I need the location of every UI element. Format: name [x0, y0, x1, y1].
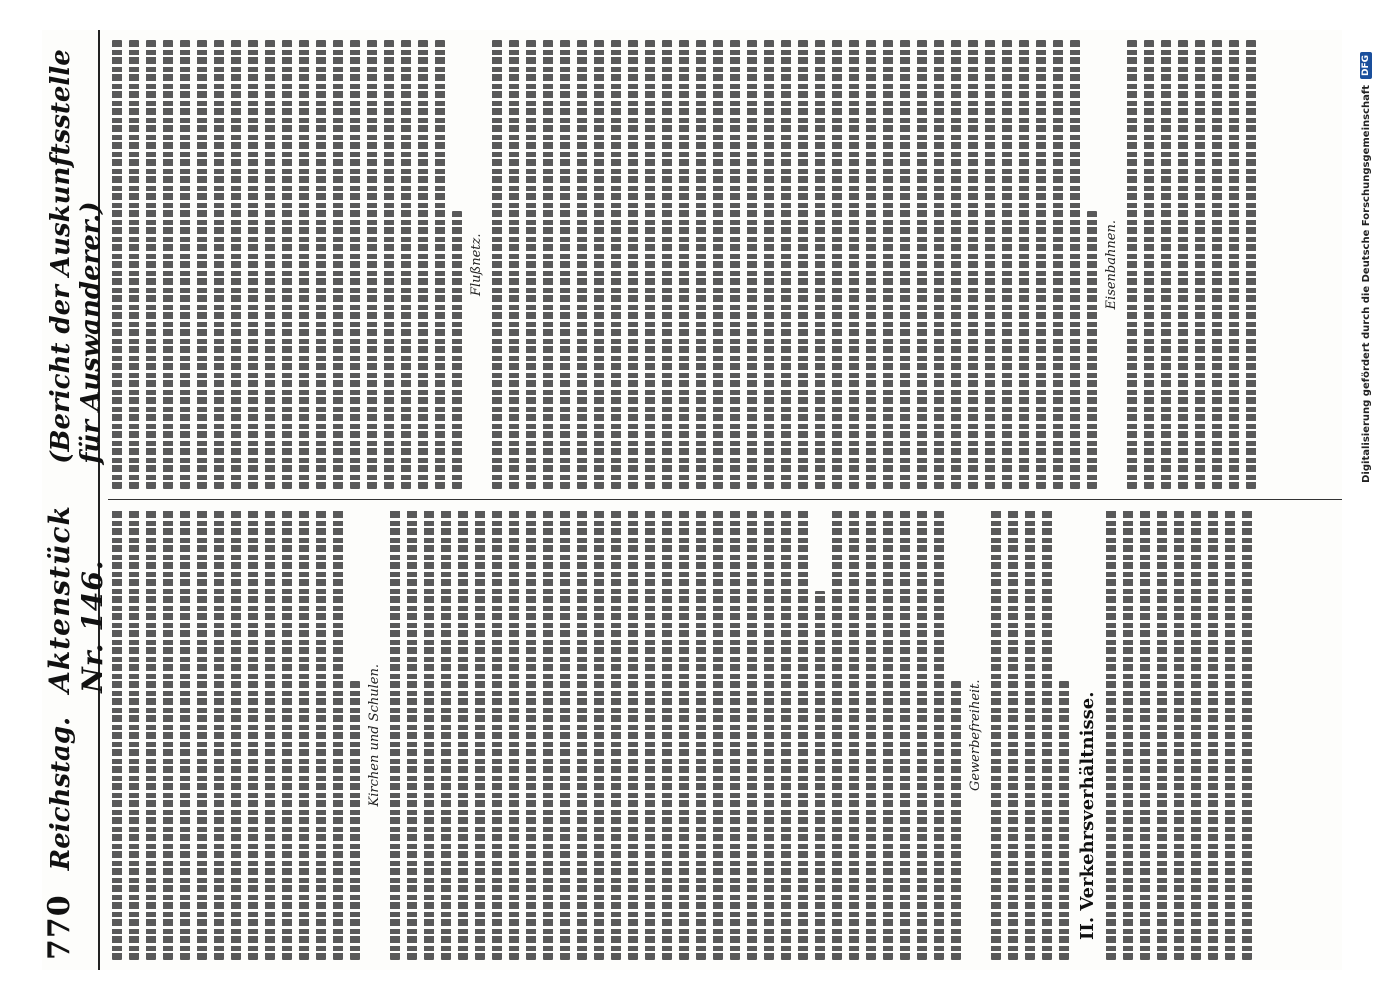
text-line: [180, 40, 190, 490]
text-line: [747, 511, 757, 961]
text-line: [282, 511, 292, 961]
text-line: [543, 40, 553, 490]
text-line: [815, 591, 825, 960]
text-line: [1174, 511, 1184, 961]
text-columns: [108, 30, 1342, 970]
text-line: [333, 40, 343, 490]
text-line: [197, 511, 207, 961]
text-line: [1127, 40, 1137, 490]
dfg-logo-badge: DFG: [1360, 52, 1372, 79]
text-line: [645, 511, 655, 961]
text-line: [1246, 40, 1256, 490]
text-line: [282, 40, 292, 490]
text-line: [231, 40, 241, 490]
text-line: [265, 40, 275, 490]
text-line: [401, 40, 411, 490]
text-line: [713, 40, 723, 490]
text-line: [299, 511, 309, 961]
text-line: [197, 40, 207, 490]
text-line: [730, 40, 740, 490]
text-line: [951, 681, 961, 960]
text-line: [832, 40, 842, 490]
text-line: [441, 511, 451, 961]
text-line: [628, 511, 638, 961]
text-line: [713, 511, 723, 961]
text-line: [1059, 681, 1069, 960]
text-line: [1025, 511, 1035, 961]
text-line: [1123, 511, 1133, 961]
text-line: [526, 40, 536, 490]
text-line: [832, 511, 842, 961]
text-line: [1178, 40, 1188, 490]
text-line: [866, 40, 876, 490]
text-line: [866, 511, 876, 961]
text-line: [730, 511, 740, 961]
text-line: [900, 511, 910, 961]
text-line: [146, 40, 156, 490]
text-line: [781, 511, 791, 961]
text-line: [1002, 40, 1012, 490]
text-line: [679, 40, 689, 490]
text-line: [509, 40, 519, 490]
section-subheading: Flußnetz.: [469, 233, 484, 297]
text-line: [526, 511, 536, 961]
text-line: [1242, 511, 1252, 961]
text-line: [509, 511, 519, 961]
page-header: [42, 30, 109, 970]
text-line: [384, 40, 394, 490]
text-line: [299, 40, 309, 490]
text-line: [991, 511, 1001, 961]
text-line: [214, 511, 224, 961]
section-subheading: Gewerbefreiheit.: [968, 679, 983, 792]
text-line: [951, 40, 961, 490]
text-line: [1140, 511, 1150, 961]
text-line: [248, 40, 258, 490]
document-sheet: [42, 30, 1342, 970]
text-line: [764, 511, 774, 961]
text-line: [1070, 40, 1080, 490]
text-line: [815, 40, 825, 490]
text-line: [1053, 40, 1063, 490]
text-column-left: [108, 501, 1342, 971]
digitization-margin-note: [1355, 52, 1377, 952]
text-line: [1229, 40, 1239, 490]
text-line: [543, 511, 553, 961]
text-line: [917, 511, 927, 961]
text-line: [316, 40, 326, 490]
text-line: [560, 511, 570, 961]
text-line: [849, 40, 859, 490]
text-line: [577, 40, 587, 490]
text-line: [1144, 40, 1154, 490]
text-line: [1225, 511, 1235, 961]
text-line: [112, 40, 122, 490]
text-line: [1036, 40, 1046, 490]
text-line: [747, 40, 757, 490]
text-line: [883, 511, 893, 961]
text-line: [492, 511, 502, 961]
text-line: [696, 511, 706, 961]
text-line: [1157, 511, 1167, 961]
text-line: [679, 511, 689, 961]
page-number: 770: [42, 894, 77, 960]
text-line: [1106, 511, 1116, 961]
text-line: [458, 511, 468, 961]
text-line: [452, 211, 462, 490]
text-line: [1042, 511, 1052, 961]
text-line: [968, 40, 978, 490]
text-column-right: [108, 30, 1342, 501]
text-line: [350, 681, 360, 960]
text-line: [560, 40, 570, 490]
text-line: [129, 511, 139, 961]
text-line: [163, 40, 173, 490]
text-line: [475, 511, 485, 961]
text-line: [1019, 40, 1029, 490]
text-line: [934, 40, 944, 490]
text-line: [611, 511, 621, 961]
text-line: [316, 511, 326, 961]
text-line: [611, 40, 621, 490]
text-line: [883, 40, 893, 490]
header-right-title: (Bericht der Auskunftsstelle für Auswanderer.): [46, 49, 106, 464]
text-line: [662, 511, 672, 961]
text-line: [163, 511, 173, 961]
text-line: [934, 511, 944, 961]
text-line: [180, 511, 190, 961]
text-line: [1191, 511, 1201, 961]
text-line: [696, 40, 706, 490]
text-line: [849, 511, 859, 961]
text-line: [594, 511, 604, 961]
header-left-title: Reichstag.: [46, 716, 76, 871]
text-line: [628, 40, 638, 490]
digitization-credit-text: Digitalisierung gefördert durch die Deutsche Forschungsgemeinschaft: [1360, 85, 1372, 483]
text-line: [662, 40, 672, 490]
text-line: [577, 511, 587, 961]
text-line: [1008, 511, 1018, 961]
text-line: [333, 511, 343, 961]
text-line: [214, 40, 224, 490]
text-line: [390, 511, 400, 961]
text-line: [1087, 211, 1097, 490]
text-line: [645, 40, 655, 490]
text-line: [350, 40, 360, 490]
text-line: [231, 511, 241, 961]
section-heading: II. Verkehrsverhältnisse.: [1077, 691, 1098, 940]
text-line: [435, 40, 445, 490]
text-line: [781, 40, 791, 490]
text-line: [1195, 40, 1205, 490]
section-subheading: Eisenbahnen.: [1104, 220, 1119, 310]
text-line: [424, 511, 434, 961]
text-line: [265, 511, 275, 961]
section-subheading: Kirchen und Schulen.: [367, 664, 382, 807]
text-line: [1212, 40, 1222, 490]
text-line: [492, 40, 502, 490]
text-line: [1208, 511, 1218, 961]
text-line: [985, 40, 995, 490]
text-line: [798, 511, 808, 961]
text-line: [594, 40, 604, 490]
text-line: [129, 40, 139, 490]
text-line: [367, 40, 377, 490]
text-line: [900, 40, 910, 490]
text-line: [917, 40, 927, 490]
header-center-title: Aktenstück Nr. 146.: [43, 505, 109, 693]
text-line: [1161, 40, 1171, 490]
text-line: [764, 40, 774, 490]
text-line: [248, 511, 258, 961]
text-line: [146, 511, 156, 961]
text-line: [798, 40, 808, 490]
text-line: [418, 40, 428, 490]
text-line: [112, 511, 122, 961]
text-line: [407, 511, 417, 961]
